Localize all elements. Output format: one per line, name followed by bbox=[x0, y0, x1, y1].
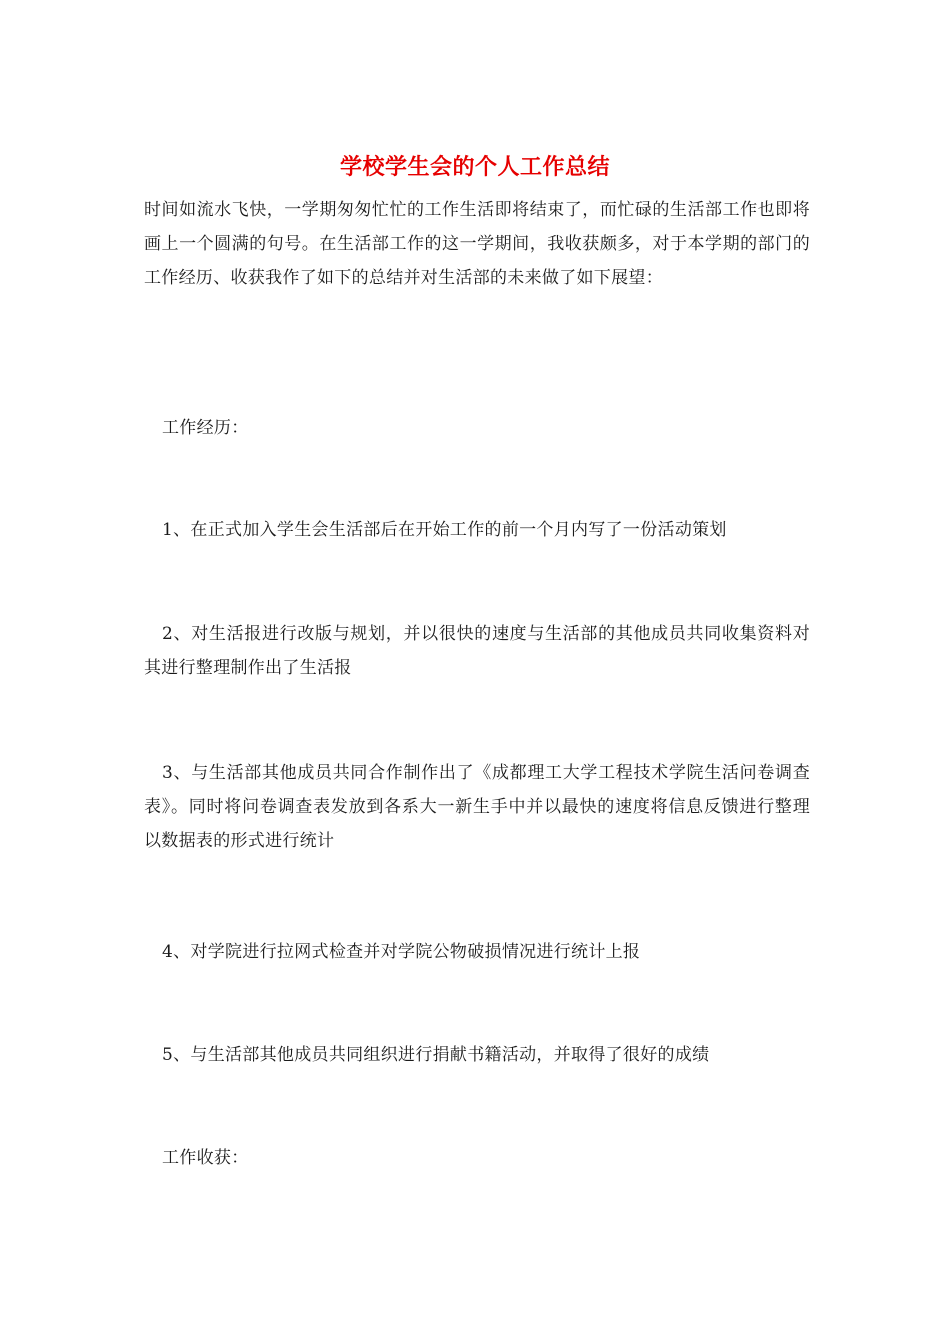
list-item: 2、对生活报进行改版与规划，并以很快的速度与生活部的其他成员共同收集资料对其进行整理制作出了生活报 bbox=[144, 624, 810, 678]
intro-paragraph: 时间如流水飞快，一学期匆匆忙忙的工作生活即将结束了，而忙碌的生活部工作也即将画上一个圆满的句号。在生活部工作的这一学期间，我收获颇多，对于本学期的部门的工作经历、收获我作了如下的总结并对生活部的未来做了如下展望： bbox=[144, 200, 810, 288]
list-item: 3、与生活部其他成员共同合作制作出了《成都理工大学工程技术学院生活问卷调查表》。同时将问卷调查表发放到各系大一新生手中并以最快的速度将信息反馈进行整理以数据表的形式进行统计 bbox=[144, 763, 810, 851]
section-heading-gains: 工作收获： bbox=[162, 1148, 249, 1168]
section-heading-experience: 工作经历： bbox=[162, 418, 249, 438]
list-item: 5、与生活部其他成员共同组织进行捐献书籍活动，并取得了很好的成绩 bbox=[162, 1045, 710, 1065]
list-item: 1、在正式加入学生会生活部后在开始工作的前一个月内写了一份活动策划 bbox=[162, 520, 727, 540]
document-title: 学校学生会的个人工作总结 bbox=[339, 154, 610, 180]
list-item: 4、对学院进行拉网式检查并对学院公物破损情况进行统计上报 bbox=[162, 942, 641, 962]
